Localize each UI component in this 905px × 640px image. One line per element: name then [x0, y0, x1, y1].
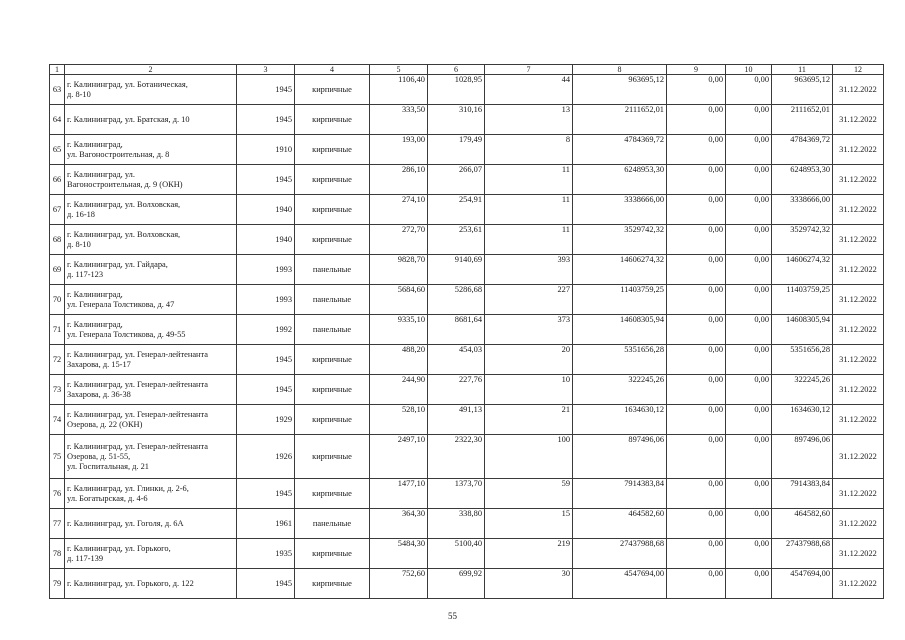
value-cell-col9: 0,00	[667, 569, 726, 599]
build-year-cell: 1926	[237, 435, 295, 479]
value-cell-col11: 6248953,30	[772, 165, 833, 195]
wall-material-cell: кирпичные	[295, 539, 370, 569]
address-line: г. Калининград, ул. Гайдара,	[67, 259, 168, 269]
value-cell-col10: 0,00	[726, 345, 772, 375]
value-cell-col11: 5351656,28	[772, 345, 833, 375]
value-cell-col9: 0,00	[667, 285, 726, 315]
value-cell-col7: 8	[485, 135, 573, 165]
value-cell-col7: 373	[485, 315, 573, 345]
wall-material-cell: кирпичные	[295, 435, 370, 479]
value-cell-col9: 0,00	[667, 75, 726, 105]
value-cell-col8: 27437988,68	[573, 539, 667, 569]
value-cell-col9: 0,00	[667, 405, 726, 435]
value-cell-col8: 3338666,00	[573, 195, 667, 225]
address-cell	[65, 435, 237, 479]
address-cell	[65, 479, 237, 509]
date-cell: 31.12.2022	[833, 375, 884, 405]
wall-material-cell: кирпичные	[295, 105, 370, 135]
address-line: Озерова, д. 22 (ОКН)	[67, 419, 143, 429]
value-cell-col6: 1373,70	[428, 479, 485, 509]
value-cell-col7: 100	[485, 435, 573, 479]
table-row	[50, 135, 884, 165]
build-year-cell: 1993	[237, 285, 295, 315]
address-cell	[65, 225, 237, 255]
value-cell-col9: 0,00	[667, 539, 726, 569]
value-cell-col5: 272,70	[370, 225, 428, 255]
value-cell-col5: 333,50	[370, 105, 428, 135]
table-row	[50, 315, 884, 345]
value-cell-col8: 897496,06	[573, 435, 667, 479]
wall-material-cell: кирпичные	[295, 195, 370, 225]
value-cell-col11: 14608305,94	[772, 315, 833, 345]
value-cell-col5: 528,10	[370, 405, 428, 435]
build-year-cell: 1993	[237, 255, 295, 285]
page-number: 55	[448, 611, 457, 621]
address-line: г. Калининград, ул. Горького, д. 122	[67, 578, 194, 588]
row-number-cell: 79	[50, 569, 65, 599]
address-line: ул. Госпитальная, д. 21	[67, 461, 149, 471]
wall-material-cell: кирпичные	[295, 405, 370, 435]
address-line: Захарова, д. 15-17	[67, 359, 131, 369]
value-cell-col8: 1634630,12	[573, 405, 667, 435]
value-cell-col5: 1106,40	[370, 75, 428, 105]
wall-material-cell: кирпичные	[295, 165, 370, 195]
column-header: 11	[772, 65, 833, 75]
build-year-cell: 1945	[237, 75, 295, 105]
row-number-cell: 76	[50, 479, 65, 509]
address-line: г. Калининград, ул. Генерал-лейтенанта	[67, 409, 209, 419]
wall-material-cell: кирпичные	[295, 375, 370, 405]
value-cell-col11: 464582,60	[772, 509, 833, 539]
value-cell-col6: 699,92	[428, 569, 485, 599]
row-number-cell: 63	[50, 75, 65, 105]
value-cell-col11: 4547694,00	[772, 569, 833, 599]
value-cell-col9: 0,00	[667, 435, 726, 479]
value-cell-col6: 491,13	[428, 405, 485, 435]
table-row	[50, 539, 884, 569]
value-cell-col7: 30	[485, 569, 573, 599]
value-cell-col7: 20	[485, 345, 573, 375]
value-cell-col7: 219	[485, 539, 573, 569]
build-year-cell: 1945	[237, 165, 295, 195]
date-cell: 31.12.2022	[833, 539, 884, 569]
date-cell: 31.12.2022	[833, 105, 884, 135]
address-line: г. Калининград, ул. Генерал-лейтенанта	[67, 379, 209, 389]
value-cell-col9: 0,00	[667, 479, 726, 509]
wall-material-cell: панельные	[295, 255, 370, 285]
address-cell	[65, 539, 237, 569]
column-number-header-row	[50, 65, 884, 75]
value-cell-col6: 253,61	[428, 225, 485, 255]
value-cell-col10: 0,00	[726, 135, 772, 165]
date-cell: 31.12.2022	[833, 255, 884, 285]
value-cell-col10: 0,00	[726, 375, 772, 405]
housing-register-table	[49, 64, 884, 599]
value-cell-col11: 3529742,32	[772, 225, 833, 255]
value-cell-col6: 227,76	[428, 375, 485, 405]
address-line: г. Калининград, ул. Гоголя, д. 6А	[67, 518, 184, 528]
value-cell-col7: 11	[485, 165, 573, 195]
value-cell-col6: 179,49	[428, 135, 485, 165]
row-number-cell: 69	[50, 255, 65, 285]
value-cell-col9: 0,00	[667, 165, 726, 195]
value-cell-col11: 963695,12	[772, 75, 833, 105]
row-number-cell: 72	[50, 345, 65, 375]
address-cell	[65, 105, 237, 135]
value-cell-col5: 193,00	[370, 135, 428, 165]
value-cell-col10: 0,00	[726, 195, 772, 225]
value-cell-col7: 11	[485, 195, 573, 225]
address-cell	[65, 165, 237, 195]
wall-material-cell: кирпичные	[295, 345, 370, 375]
value-cell-col8: 3529742,32	[573, 225, 667, 255]
date-cell: 31.12.2022	[833, 195, 884, 225]
row-number-cell: 70	[50, 285, 65, 315]
build-year-cell: 1992	[237, 315, 295, 345]
value-cell-col10: 0,00	[726, 509, 772, 539]
address-cell	[65, 375, 237, 405]
table-row	[50, 165, 884, 195]
column-header: 5	[370, 65, 428, 75]
address-cell	[65, 345, 237, 375]
row-number-cell: 68	[50, 225, 65, 255]
wall-material-cell: кирпичные	[295, 479, 370, 509]
value-cell-col5: 5684,60	[370, 285, 428, 315]
address-line: г. Калининград,	[67, 139, 123, 149]
value-cell-col11: 27437988,68	[772, 539, 833, 569]
value-cell-col6: 338,80	[428, 509, 485, 539]
value-cell-col9: 0,00	[667, 509, 726, 539]
table-row	[50, 435, 884, 479]
value-cell-col8: 2111652,01	[573, 105, 667, 135]
value-cell-col5: 1477,10	[370, 479, 428, 509]
value-cell-col7: 21	[485, 405, 573, 435]
table-row	[50, 255, 884, 285]
address-line: Озерова, д. 51-55,	[67, 451, 131, 461]
date-cell: 31.12.2022	[833, 405, 884, 435]
value-cell-col8: 4784369,72	[573, 135, 667, 165]
value-cell-col10: 0,00	[726, 165, 772, 195]
value-cell-col5: 364,30	[370, 509, 428, 539]
value-cell-col10: 0,00	[726, 285, 772, 315]
column-header: 9	[667, 65, 726, 75]
value-cell-col11: 1634630,12	[772, 405, 833, 435]
value-cell-col10: 0,00	[726, 255, 772, 285]
value-cell-col10: 0,00	[726, 315, 772, 345]
value-cell-col5: 752,60	[370, 569, 428, 599]
address-line: г. Калининград, ул. Волховская,	[67, 229, 181, 239]
build-year-cell: 1935	[237, 539, 295, 569]
table-body	[50, 65, 884, 599]
value-cell-col6: 454,03	[428, 345, 485, 375]
value-cell-col7: 59	[485, 479, 573, 509]
value-cell-col11: 2111652,01	[772, 105, 833, 135]
date-cell: 31.12.2022	[833, 479, 884, 509]
address-line: г. Калининград, ул. Генерал-лейтенанта	[67, 349, 209, 359]
value-cell-col8: 464582,60	[573, 509, 667, 539]
column-header: 10	[726, 65, 772, 75]
address-cell	[65, 285, 237, 315]
value-cell-col11: 11403759,25	[772, 285, 833, 315]
table-row	[50, 285, 884, 315]
date-cell: 31.12.2022	[833, 225, 884, 255]
address-line: ул. Генерала Толстикова, д. 47	[67, 299, 175, 309]
address-line: д. 117-123	[67, 269, 104, 279]
date-cell: 31.12.2022	[833, 509, 884, 539]
wall-material-cell: кирпичные	[295, 569, 370, 599]
row-number-cell: 77	[50, 509, 65, 539]
wall-material-cell: панельные	[295, 315, 370, 345]
table-row	[50, 75, 884, 105]
value-cell-col8: 6248953,30	[573, 165, 667, 195]
value-cell-col5: 274,10	[370, 195, 428, 225]
row-number-cell: 78	[50, 539, 65, 569]
value-cell-col8: 7914383,84	[573, 479, 667, 509]
build-year-cell: 1940	[237, 195, 295, 225]
table-row	[50, 509, 884, 539]
row-number-cell: 66	[50, 165, 65, 195]
date-cell: 31.12.2022	[833, 315, 884, 345]
address-line: Захарова, д. 36-38	[67, 389, 131, 399]
table-row	[50, 569, 884, 599]
address-line: Вагоностроительная, д. 9 (ОКН)	[67, 179, 183, 189]
value-cell-col5: 244,90	[370, 375, 428, 405]
value-cell-col11: 3338666,00	[772, 195, 833, 225]
date-cell: 31.12.2022	[833, 435, 884, 479]
address-line: ул. Генерала Толстикова, д. 49-55	[67, 329, 186, 339]
value-cell-col6: 8681,64	[428, 315, 485, 345]
address-line: д. 16-18	[67, 209, 95, 219]
column-header: 6	[428, 65, 485, 75]
row-number-cell: 67	[50, 195, 65, 225]
value-cell-col8: 4547694,00	[573, 569, 667, 599]
table-row	[50, 195, 884, 225]
address-cell	[65, 405, 237, 435]
value-cell-col10: 0,00	[726, 105, 772, 135]
build-year-cell: 1961	[237, 509, 295, 539]
build-year-cell: 1945	[237, 479, 295, 509]
date-cell: 31.12.2022	[833, 75, 884, 105]
value-cell-col8: 322245,26	[573, 375, 667, 405]
value-cell-col5: 5484,30	[370, 539, 428, 569]
wall-material-cell: панельные	[295, 509, 370, 539]
address-cell	[65, 75, 237, 105]
value-cell-col6: 310,16	[428, 105, 485, 135]
value-cell-col8: 14606274,32	[573, 255, 667, 285]
build-year-cell: 1945	[237, 569, 295, 599]
date-cell: 31.12.2022	[833, 285, 884, 315]
build-year-cell: 1945	[237, 375, 295, 405]
value-cell-col6: 266,07	[428, 165, 485, 195]
value-cell-col11: 897496,06	[772, 435, 833, 479]
value-cell-col9: 0,00	[667, 255, 726, 285]
build-year-cell: 1945	[237, 105, 295, 135]
address-line: г. Калининград, ул. Глинки, д. 2-6,	[67, 483, 189, 493]
value-cell-col6: 1028,95	[428, 75, 485, 105]
address-line: д. 117-139	[67, 553, 104, 563]
row-number-cell: 71	[50, 315, 65, 345]
value-cell-col11: 14606274,32	[772, 255, 833, 285]
wall-material-cell: кирпичные	[295, 225, 370, 255]
value-cell-col5: 2497,10	[370, 435, 428, 479]
value-cell-col7: 393	[485, 255, 573, 285]
value-cell-col8: 14608305,94	[573, 315, 667, 345]
row-number-cell: 74	[50, 405, 65, 435]
row-number-cell: 73	[50, 375, 65, 405]
address-cell	[65, 255, 237, 285]
value-cell-col7: 44	[485, 75, 573, 105]
wall-material-cell: кирпичные	[295, 135, 370, 165]
value-cell-col5: 9828,70	[370, 255, 428, 285]
value-cell-col9: 0,00	[667, 195, 726, 225]
value-cell-col9: 0,00	[667, 315, 726, 345]
address-line: г. Калининград,	[67, 319, 123, 329]
value-cell-col7: 10	[485, 375, 573, 405]
build-year-cell: 1929	[237, 405, 295, 435]
address-line: ул. Богатырская, д. 4-6	[67, 493, 148, 503]
value-cell-col10: 0,00	[726, 225, 772, 255]
value-cell-col9: 0,00	[667, 225, 726, 255]
value-cell-col10: 0,00	[726, 539, 772, 569]
value-cell-col6: 9140,69	[428, 255, 485, 285]
value-cell-col10: 0,00	[726, 405, 772, 435]
value-cell-col8: 11403759,25	[573, 285, 667, 315]
value-cell-col10: 0,00	[726, 75, 772, 105]
build-year-cell: 1940	[237, 225, 295, 255]
column-header: 3	[237, 65, 295, 75]
value-cell-col5: 488,20	[370, 345, 428, 375]
row-number-cell: 75	[50, 435, 65, 479]
value-cell-col7: 11	[485, 225, 573, 255]
value-cell-col7: 227	[485, 285, 573, 315]
value-cell-col6: 5100,40	[428, 539, 485, 569]
table-row	[50, 345, 884, 375]
address-line: г. Калининград, ул. Генерал-лейтенанта	[67, 441, 209, 451]
value-cell-col11: 7914383,84	[772, 479, 833, 509]
value-cell-col8: 963695,12	[573, 75, 667, 105]
value-cell-col7: 15	[485, 509, 573, 539]
value-cell-col6: 5286,68	[428, 285, 485, 315]
address-cell	[65, 509, 237, 539]
table-row	[50, 405, 884, 435]
column-header: 12	[833, 65, 884, 75]
column-header: 4	[295, 65, 370, 75]
address-line: г. Калининград,	[67, 289, 123, 299]
address-line: г. Калининград, ул. Горького,	[67, 543, 171, 553]
address-line: ул. Вагоностроительная, д. 8	[67, 149, 170, 159]
value-cell-col11: 322245,26	[772, 375, 833, 405]
value-cell-col5: 9335,10	[370, 315, 428, 345]
date-cell: 31.12.2022	[833, 569, 884, 599]
row-number-cell: 65	[50, 135, 65, 165]
wall-material-cell: кирпичные	[295, 75, 370, 105]
table-row	[50, 105, 884, 135]
table-row	[50, 479, 884, 509]
value-cell-col9: 0,00	[667, 105, 726, 135]
table-row	[50, 375, 884, 405]
value-cell-col6: 2322,30	[428, 435, 485, 479]
address-line: г. Калининград, ул. Братская, д. 10	[67, 114, 190, 124]
value-cell-col7: 13	[485, 105, 573, 135]
value-cell-col8: 5351656,28	[573, 345, 667, 375]
date-cell: 31.12.2022	[833, 165, 884, 195]
address-cell	[65, 195, 237, 225]
address-line: д. 8-10	[67, 89, 91, 99]
value-cell-col10: 0,00	[726, 569, 772, 599]
column-header: 8	[573, 65, 667, 75]
date-cell: 31.12.2022	[833, 135, 884, 165]
value-cell-col11: 4784369,72	[772, 135, 833, 165]
column-header: 7	[485, 65, 573, 75]
value-cell-col10: 0,00	[726, 479, 772, 509]
date-cell: 31.12.2022	[833, 345, 884, 375]
value-cell-col9: 0,00	[667, 375, 726, 405]
value-cell-col9: 0,00	[667, 135, 726, 165]
address-line: д. 8-10	[67, 239, 91, 249]
address-cell	[65, 135, 237, 165]
address-line: г. Калининград, ул. Ботаническая,	[67, 79, 188, 89]
value-cell-col6: 254,91	[428, 195, 485, 225]
row-number-cell: 64	[50, 105, 65, 135]
address-cell	[65, 569, 237, 599]
address-line: г. Калининград, ул. Волховская,	[67, 199, 181, 209]
column-header: 2	[65, 65, 237, 75]
value-cell-col5: 286,10	[370, 165, 428, 195]
value-cell-col9: 0,00	[667, 345, 726, 375]
column-header: 1	[50, 65, 65, 75]
address-cell	[65, 315, 237, 345]
value-cell-col10: 0,00	[726, 435, 772, 479]
address-line: г. Калининград, ул.	[67, 169, 135, 179]
wall-material-cell: панельные	[295, 285, 370, 315]
table-row	[50, 225, 884, 255]
build-year-cell: 1910	[237, 135, 295, 165]
build-year-cell: 1945	[237, 345, 295, 375]
